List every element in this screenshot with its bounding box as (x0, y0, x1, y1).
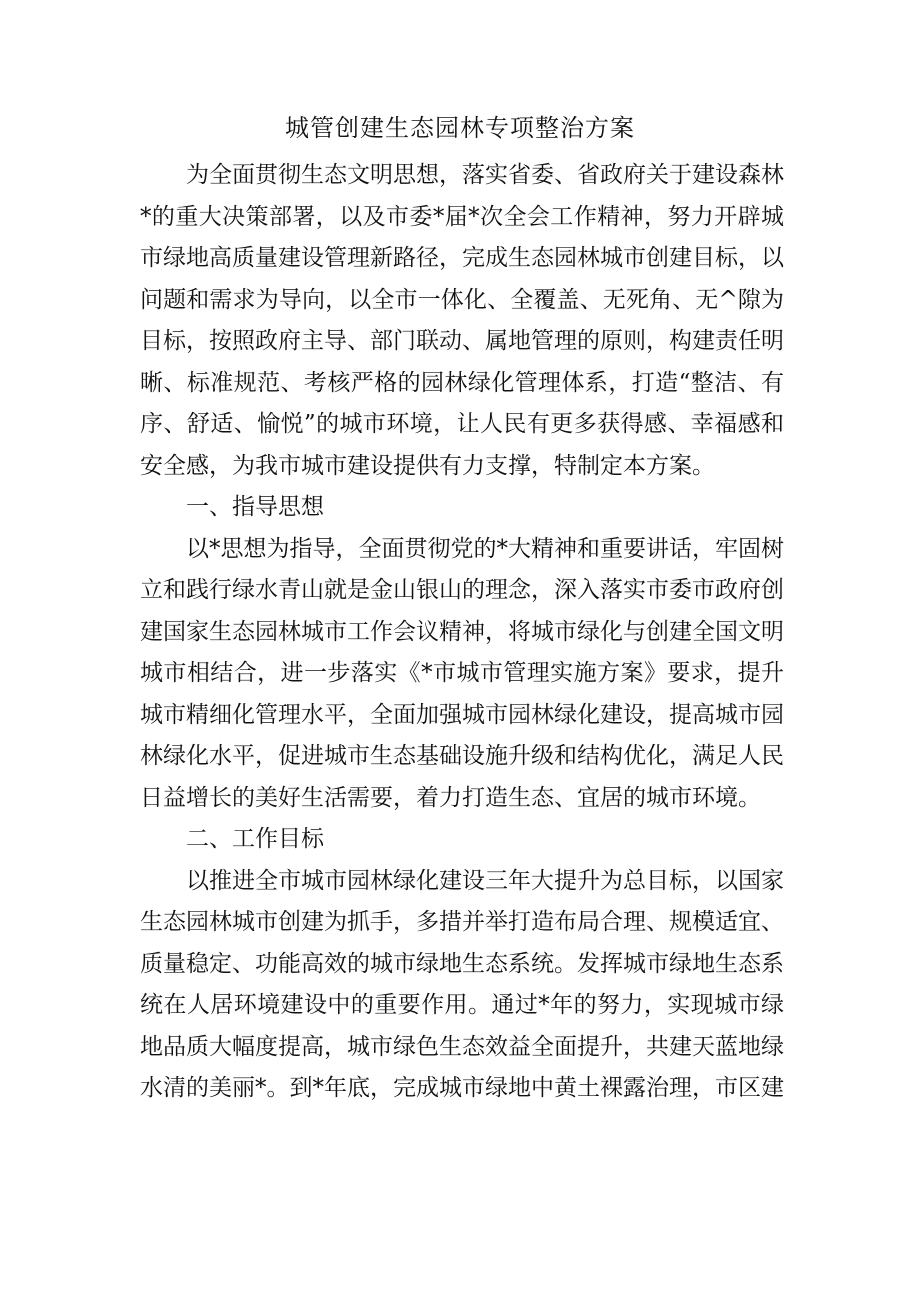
section-heading-guiding-thought: 一、指导思想 (186, 494, 324, 520)
work-goals-paragraph: 以推进全市城市园林绿化建设三年大提升为总目标，以国家生态园林城市创建为抓手，多措并举打造布局合理、规模适宜、质量稳定、功能高效的城市绿地生态系统。发挥城市绿地生态系统在人居环境建设中的重要作用。通过*年的努力，实现城市绿地品质大幅度提高，城市绿色生态效益全面提升，共建天蓝地绿水清的美丽*。到*年底，完成城市绿地中黄土裸露治理，市区建 (140, 867, 784, 1101)
intro-paragraph: 为全面贯彻生态文明思想，落实省委、省政府关于建设森林*的重大决策部署，以及市委*届*次全会工作精神，努力开辟城市绿地高质量建设管理新路径，完成生态园林城市创建目标，以问题和需求为导向，以全市一体化、全覆盖、无死角、无^隙为目标，按照政府主导、部门联动、属地管理的原则，构建责任明晰、标准规范、考核严格的园林绿化管理体系，打造“整洁、有序、舒适、愉悦”的城市环境，让人民有更多获得感、幸福感和安全感，为我市城市建设提供有力支撑，特制定本方案。 (140, 162, 784, 479)
document-title: 城管创建生态园林专项整治方案 (285, 114, 635, 142)
guiding-thought-paragraph: 以*思想为指导，全面贯彻党的*大精神和重要讲话，牢固树立和践行绿水青山就是金山银山的理念，深入落实市委市政府创建国家生态园林城市工作会议精神，将城市绿化与创建全国文明城市相结合，进一步落实《*市城市管理实施方案》要求，提升城市精细化管理水平，全面加强城市园林绿化建设，提高城市园林绿化水平，促进城市生态基础设施升级和结构优化，满足人民日益增长的美好生活需要，着力打造生态、宜居的城市环境。 (140, 535, 784, 811)
document-body (140, 155, 784, 1110)
section-heading-work-goals: 二、工作目标 (186, 826, 324, 852)
